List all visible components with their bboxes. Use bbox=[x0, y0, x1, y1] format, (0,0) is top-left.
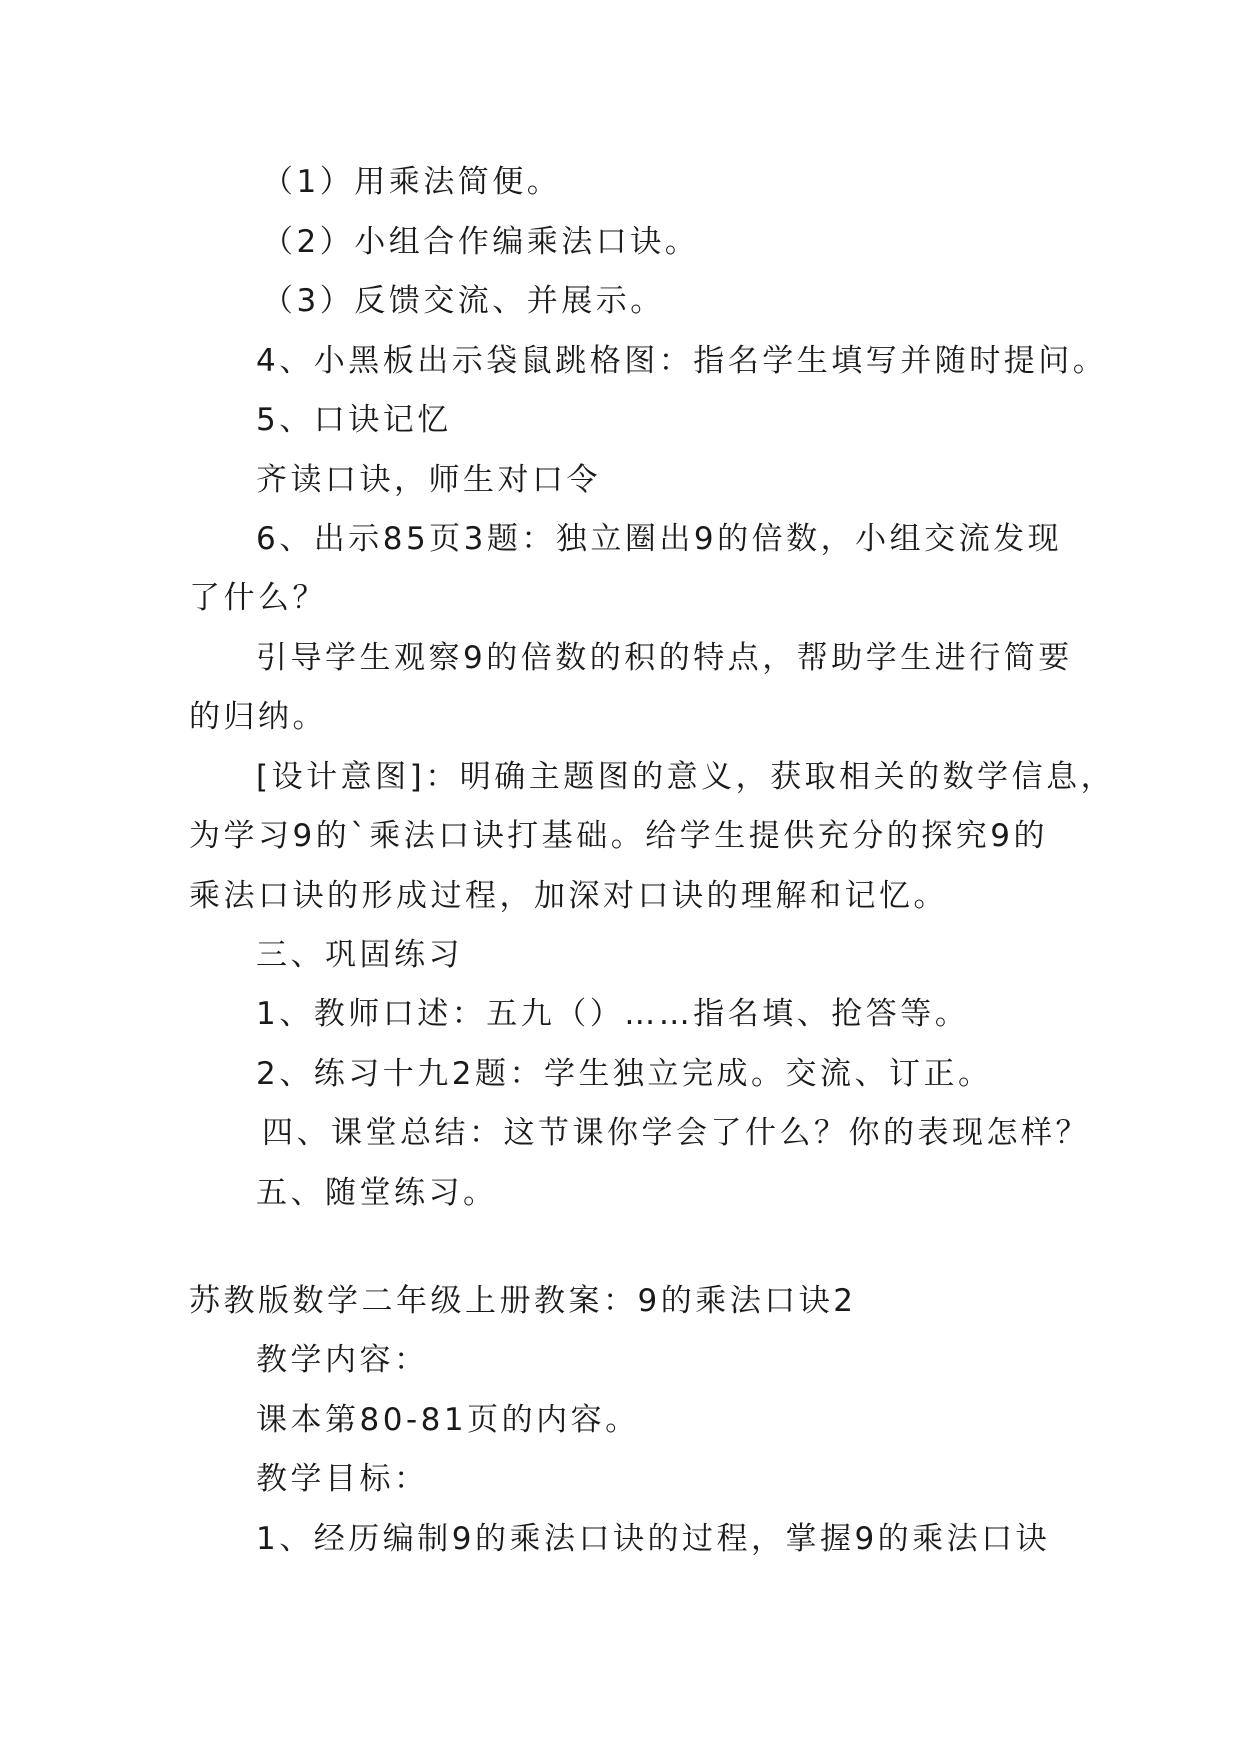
text-line: 4、小黑板出示袋鼠跳格图：指名学生填写并随时提问。 bbox=[256, 343, 1108, 379]
text-line: 5、口诀记忆 bbox=[256, 402, 452, 438]
section-heading: 四、课堂总结：这节课你学会了什么？你的表现怎样？ bbox=[262, 1115, 1090, 1151]
text-line: 6、出示85页3题：独立圈出9的倍数，小组交流发现 bbox=[256, 521, 1063, 557]
text-line: 了什么？ bbox=[189, 580, 327, 616]
section-heading: 三、巩固练习 bbox=[256, 937, 463, 973]
text-line: 课本第80-81页的内容。 bbox=[256, 1402, 640, 1438]
text-line: 乘法口诀的形成过程，加深对口诀的理解和记忆。 bbox=[189, 878, 948, 914]
text-line: [设计意图]：明确主题图的意义，获取相关的数学信息， bbox=[256, 759, 1116, 795]
document-title: 苏教版数学二年级上册教案：9的乘法口诀2 bbox=[189, 1283, 857, 1319]
text-line: 教学目标： bbox=[256, 1461, 429, 1497]
text-line: 齐读口诀，师生对口令 bbox=[256, 462, 601, 498]
section-heading: 五、随堂练习。 bbox=[256, 1175, 498, 1211]
text-line: （2）小组合作编乘法口诀。 bbox=[262, 224, 700, 260]
text-line: 引导学生观察9的倍数的积的特点，帮助学生进行简要 bbox=[256, 640, 1073, 676]
text-line: （3）反馈交流、并展示。 bbox=[262, 283, 665, 319]
text-line: 1、教师口述：五九（）……指名填、抢答等。 bbox=[256, 996, 970, 1032]
text-line: （1）用乘法简便。 bbox=[262, 164, 562, 200]
text-line: 为学习9的`乘法口诀打基础。给学生提供充分的探究9的 bbox=[189, 818, 1048, 854]
text-line: 1、经历编制9的乘法口诀的过程，掌握9的乘法口诀 bbox=[256, 1521, 1051, 1557]
text-line: 2、练习十九2题：学生独立完成。交流、订正。 bbox=[256, 1056, 993, 1092]
text-line: 教学内容： bbox=[256, 1342, 429, 1378]
text-line: 的归纳。 bbox=[189, 699, 327, 735]
